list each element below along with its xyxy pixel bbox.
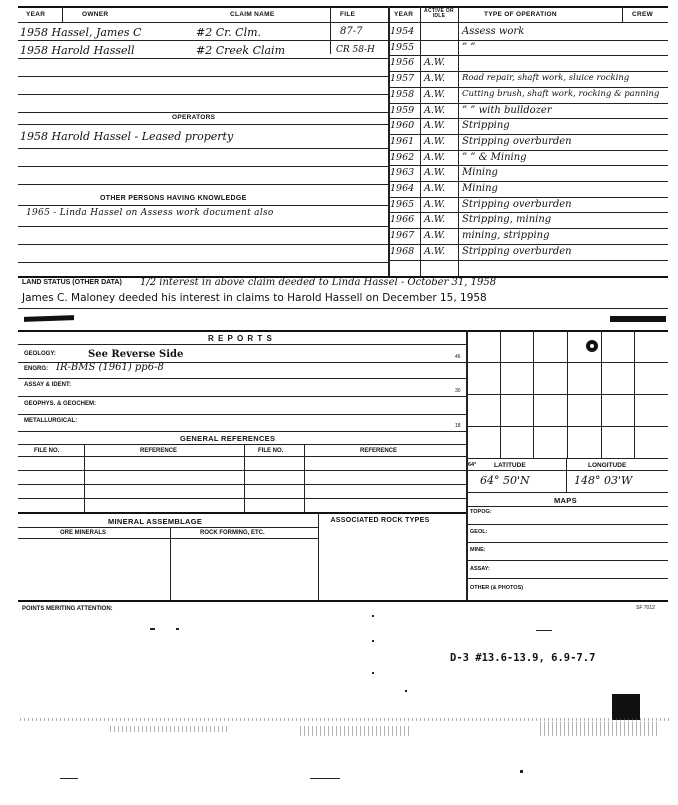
operation-row-line — [388, 71, 668, 72]
operation-year: 1958 — [390, 88, 415, 100]
rock-forming-header: ROCK FORMING, ETC. — [200, 530, 265, 536]
operation-status: A.W. — [424, 88, 446, 100]
latitude-prefix: 64° — [468, 462, 477, 468]
maps-title: MAPS — [554, 496, 577, 505]
form-number: SF 7012 — [636, 605, 655, 611]
operation-year: 1968 — [390, 245, 415, 257]
operation-row-line — [388, 181, 668, 182]
operation-row-line — [388, 150, 668, 151]
operation-status: A.W. — [424, 57, 446, 69]
type-of-operation-header: TYPE OF OPERATION — [484, 11, 557, 18]
crew-header: CREW — [632, 11, 654, 18]
longitude-label: LONGITUDE — [588, 462, 627, 469]
operation-year: 1956 — [390, 57, 415, 69]
owner-2: 1958 Harold Hassell — [20, 44, 135, 57]
operation-type: ” ” & Mining — [462, 151, 527, 163]
geology-number: 46 — [455, 354, 461, 360]
scan-noise-band — [20, 718, 670, 721]
operation-year: 1957 — [390, 73, 415, 85]
land-status-label: LAND STATUS (OTHER DATA) — [22, 279, 122, 286]
ore-minerals-header: ORE MINERALS — [60, 530, 107, 536]
owner-1: 1958 Hassel, James C — [20, 26, 142, 39]
operation-type: Stripping overburden — [462, 198, 572, 210]
operation-type: ” ” — [462, 41, 476, 53]
geology-value: See Reverse Side — [88, 349, 184, 360]
gr-reference-header: REFERENCE — [140, 448, 178, 454]
operation-status: A.W. — [424, 135, 446, 147]
operation-type: Stripping — [462, 120, 510, 132]
gr-file-no-header: FILE NO. — [34, 448, 60, 454]
maps-mine: MINE: — [470, 547, 486, 553]
gr-reference2-header: REFERENCE — [360, 448, 398, 454]
operation-row-line — [388, 165, 668, 166]
operation-year: 1960 — [390, 120, 415, 132]
operation-row-line — [388, 228, 668, 229]
grid-horizontal-line — [466, 394, 668, 395]
operation-type: Assess work — [462, 26, 525, 37]
scan-smudge-right — [610, 316, 666, 322]
operation-type: mining, stripping — [462, 230, 550, 242]
map-reference: D-3 #13.6-13.9, 6.9-7.7 — [450, 652, 596, 664]
operation-status: A.W. — [424, 120, 446, 132]
operation-status: A.W. — [424, 151, 446, 163]
maps-geol: GEOL: — [470, 529, 488, 535]
operation-row-line — [388, 40, 668, 41]
operation-type: ” ” with bulldozer — [462, 104, 552, 116]
operation-row-line — [388, 134, 668, 135]
operation-year: 1966 — [390, 214, 415, 226]
operation-year: 1963 — [390, 167, 415, 179]
file-header: FILE — [340, 11, 356, 18]
engrg-label: ENGRG: — [24, 366, 48, 372]
maps-other: OTHER (& PHOTOS) — [470, 585, 524, 591]
gr-file-no2-header: FILE NO. — [258, 448, 284, 454]
file-2: CR 58-H — [336, 45, 375, 55]
operation-type: Road repair, shaft work, sluice rocking — [462, 73, 630, 84]
assay-label: ASSAY & IDENT: — [24, 382, 72, 388]
operation-year: 1967 — [390, 230, 415, 242]
metallurgical-number: 18 — [455, 423, 461, 429]
latitude-label: LATITUDE — [494, 462, 526, 469]
operation-status: A.W. — [424, 245, 446, 257]
other-persons-entry: 1965 - Linda Hassel on Assess work document also — [26, 208, 274, 218]
assay-number: 30 — [455, 388, 461, 394]
operation-row-line — [388, 103, 668, 104]
operation-row-line — [388, 212, 668, 213]
claim-2: #2 Creek Claim — [196, 44, 286, 57]
operation-year: 1954 — [390, 26, 415, 37]
owner-header: OWNER — [82, 11, 109, 18]
other-persons-label: OTHER PERSONS HAVING KNOWLEDGE — [100, 195, 247, 202]
year-header: YEAR — [26, 11, 46, 18]
operation-year: 1962 — [390, 151, 415, 163]
operation-type: Stripping overburden — [462, 135, 572, 147]
operation-year: 1965 — [390, 198, 415, 210]
operation-type: Stripping overburden — [462, 245, 572, 257]
operation-year: 1959 — [390, 104, 415, 116]
operator-entry: 1958 Harold Hassel - Leased property — [20, 130, 234, 143]
file-1: 87-7 — [340, 26, 363, 37]
operation-status: A.W. — [424, 230, 446, 242]
operation-type: Mining — [462, 167, 498, 179]
operation-type: Stripping, mining — [462, 214, 552, 226]
land-status-line2: James C. Maloney deeded his interest in claims to Harold Hassell on December 15, 1958 — [22, 292, 487, 304]
grid-horizontal-line — [466, 362, 668, 363]
operators-label: OPERATORS — [172, 114, 216, 121]
operation-status: A.W. — [424, 73, 446, 85]
year2-header: YEAR — [394, 11, 414, 18]
grid-horizontal-line — [466, 458, 668, 459]
operation-row-line — [388, 118, 668, 119]
maps-assay: ASSAY: — [470, 566, 490, 572]
scan-smudge-left — [24, 315, 74, 322]
operation-row-line — [388, 197, 668, 198]
operation-status: A.W. — [424, 104, 446, 116]
operation-year: 1964 — [390, 183, 415, 194]
operation-year: 1955 — [390, 41, 415, 53]
reports-title: R E P O R T S — [208, 334, 273, 343]
general-references-title: GENERAL REFERENCES — [180, 434, 276, 443]
header-divider — [18, 22, 668, 23]
engrg-value: IR-BMS (1961) pp6-8 — [56, 362, 164, 373]
operation-row-line — [388, 244, 668, 245]
operation-type: Cutting brush, shaft work, rocking & panning — [462, 88, 660, 99]
claim-1: #2 Cr. Clm. — [196, 26, 262, 39]
claim-name-header: CLAIM NAME — [230, 11, 275, 18]
operation-row-line — [388, 87, 668, 88]
land-status-line1: 1/2 interest in above claim deeded to Linda Hassel - October 31, 1958 — [140, 277, 497, 288]
maps-topog: TOPOG: — [470, 509, 492, 515]
operation-status: A.W. — [424, 183, 446, 194]
metallurgical-label: METALLURGICAL: — [24, 418, 78, 424]
operation-row-line — [388, 260, 668, 261]
points-meriting-attention: POINTS MERITING ATTENTION: — [22, 606, 113, 612]
operation-type: Mining — [462, 183, 498, 194]
operation-year: 1961 — [390, 135, 415, 147]
associated-rock-types: ASSOCIATED ROCK TYPES — [330, 517, 430, 524]
mineral-assemblage-title: MINERAL ASSEMBLAGE — [108, 517, 203, 526]
top-border — [18, 6, 668, 8]
grid-horizontal-line — [466, 426, 668, 427]
operation-status: A.W. — [424, 214, 446, 226]
longitude-value: 148° 03'W — [574, 474, 633, 487]
operation-status: A.W. — [424, 198, 446, 210]
latitude-value: 64° 50'N — [480, 474, 530, 487]
geology-label: GEOLOGY: — [24, 351, 56, 357]
operation-row-line — [388, 55, 668, 56]
registration-mark — [612, 694, 640, 720]
operation-status: A.W. — [424, 167, 446, 179]
active-idle-header: ACTIVE OR IDLE — [424, 8, 454, 19]
geophys-label: GEOPHYS. & GEOCHEM: — [24, 401, 97, 407]
